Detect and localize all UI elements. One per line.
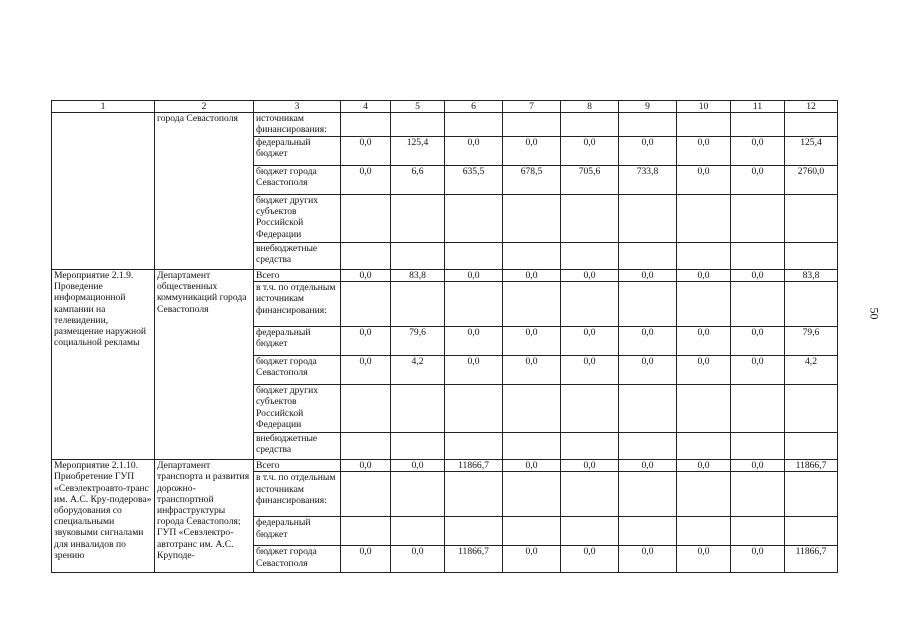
value-cell <box>731 433 785 460</box>
value-cell: 0,0 <box>503 327 561 356</box>
value-cell: 0,0 <box>391 460 445 472</box>
table-row <box>52 113 838 137</box>
value-cell <box>391 195 445 243</box>
value-cell <box>391 243 445 270</box>
value-cell <box>785 433 838 460</box>
value-cell: 11866,7 <box>445 546 503 573</box>
value-cell <box>445 195 503 243</box>
value-cell <box>619 472 677 517</box>
value-cell <box>785 195 838 243</box>
value-cell <box>731 472 785 517</box>
value-cell: 0,0 <box>677 166 731 195</box>
value-cell <box>503 113 561 137</box>
funding-source-cell: федеральный бюджет <box>254 327 341 356</box>
value-cell: 0,0 <box>619 460 677 472</box>
value-cell: 83,8 <box>391 270 445 282</box>
value-cell: 0,0 <box>731 166 785 195</box>
value-cell <box>503 243 561 270</box>
column-header: 5 <box>391 101 445 113</box>
budget-table <box>51 100 838 573</box>
value-cell <box>731 113 785 137</box>
value-cell <box>677 243 731 270</box>
value-cell: 0,0 <box>561 270 619 282</box>
column-header: 2 <box>155 101 254 113</box>
measure-cell: Мероприятие 2.1.10. Приобретение ГУП «Севэлектроавто-транс им. А.С. Кру-подерова» оборудования со специальными звуковыми сигналами для инвалидов по зрению <box>52 460 155 573</box>
value-cell: 0,0 <box>619 546 677 573</box>
value-cell: 11866,7 <box>785 546 838 573</box>
value-cell: 0,0 <box>341 137 391 166</box>
value-cell <box>619 517 677 546</box>
value-cell <box>785 517 838 546</box>
value-cell: 0,0 <box>731 327 785 356</box>
value-cell <box>445 517 503 546</box>
value-cell <box>731 517 785 546</box>
value-cell: 0,0 <box>341 270 391 282</box>
funding-source-cell: федеральный бюджет <box>254 137 341 166</box>
table-row <box>52 270 838 282</box>
value-cell: 0,0 <box>341 327 391 356</box>
value-cell <box>619 433 677 460</box>
value-cell: 0,0 <box>503 546 561 573</box>
value-cell <box>561 113 619 137</box>
value-cell <box>561 433 619 460</box>
value-cell: 2760,0 <box>785 166 838 195</box>
value-cell <box>503 433 561 460</box>
measure-cell <box>52 113 155 270</box>
column-header: 7 <box>503 101 561 113</box>
value-cell: 0,0 <box>561 546 619 573</box>
value-cell <box>619 385 677 433</box>
value-cell: 0,0 <box>731 137 785 166</box>
value-cell: 0,0 <box>677 137 731 166</box>
executor-cell: города Севастополя <box>155 113 254 270</box>
measure-cell: Мероприятие 2.1.9. Проведение информационной кампании на телевидении, размещение наружной социальной рекламы <box>52 270 155 460</box>
funding-source-cell: бюджет других субъектов Российской Федерации <box>254 385 341 433</box>
funding-source-cell: Всего <box>254 270 341 282</box>
value-cell: 0,0 <box>677 460 731 472</box>
value-cell: 0,0 <box>561 137 619 166</box>
value-cell <box>785 472 838 517</box>
value-cell: 0,0 <box>731 460 785 472</box>
funding-source-cell: внебюджетные средства <box>254 243 341 270</box>
funding-source-cell: бюджет города Севастополя <box>254 356 341 385</box>
value-cell <box>391 517 445 546</box>
value-cell <box>445 472 503 517</box>
value-cell: 0,0 <box>677 327 731 356</box>
value-cell: 678,5 <box>503 166 561 195</box>
value-cell <box>677 282 731 327</box>
value-cell <box>445 243 503 270</box>
value-cell: 0,0 <box>561 327 619 356</box>
value-cell: 0,0 <box>677 270 731 282</box>
value-cell <box>785 243 838 270</box>
value-cell: 635,5 <box>445 166 503 195</box>
value-cell <box>677 195 731 243</box>
value-cell <box>677 113 731 137</box>
value-cell <box>503 472 561 517</box>
executor-cell: Департамент общественных коммуникаций города Севастополя <box>155 270 254 460</box>
value-cell: 0,0 <box>341 166 391 195</box>
value-cell: 125,4 <box>785 137 838 166</box>
column-header: 6 <box>445 101 503 113</box>
value-cell: 4,2 <box>391 356 445 385</box>
value-cell <box>341 517 391 546</box>
value-cell <box>561 195 619 243</box>
value-cell <box>785 385 838 433</box>
page-number: 50 <box>867 307 882 320</box>
value-cell: 733,8 <box>619 166 677 195</box>
value-cell: 0,0 <box>619 356 677 385</box>
value-cell <box>619 195 677 243</box>
funding-source-cell: бюджет других субъектов Российской Федерации <box>254 195 341 243</box>
value-cell <box>341 472 391 517</box>
value-cell <box>785 113 838 137</box>
value-cell: 125,4 <box>391 137 445 166</box>
value-cell <box>503 195 561 243</box>
value-cell <box>341 433 391 460</box>
funding-source-cell: в т.ч. по отдельным источникам финансирования: <box>254 282 341 327</box>
value-cell: 0,0 <box>503 270 561 282</box>
value-cell: 0,0 <box>503 356 561 385</box>
value-cell <box>731 243 785 270</box>
value-cell <box>391 385 445 433</box>
value-cell: 0,0 <box>341 460 391 472</box>
value-cell <box>731 385 785 433</box>
header-row <box>52 101 838 113</box>
column-header: 10 <box>677 101 731 113</box>
value-cell <box>561 517 619 546</box>
value-cell: 0,0 <box>731 546 785 573</box>
value-cell <box>785 282 838 327</box>
value-cell <box>677 517 731 546</box>
funding-source-cell: источникам финансирования: <box>254 113 341 137</box>
value-cell: 11866,7 <box>785 460 838 472</box>
value-cell: 0,0 <box>445 356 503 385</box>
value-cell <box>731 195 785 243</box>
value-cell: 0,0 <box>619 270 677 282</box>
column-header: 1 <box>52 101 155 113</box>
value-cell <box>445 282 503 327</box>
value-cell: 0,0 <box>731 270 785 282</box>
column-header: 11 <box>731 101 785 113</box>
value-cell <box>619 282 677 327</box>
value-cell <box>445 113 503 137</box>
value-cell: 83,8 <box>785 270 838 282</box>
value-cell: 79,6 <box>391 327 445 356</box>
value-cell <box>731 282 785 327</box>
value-cell <box>561 243 619 270</box>
value-cell <box>677 385 731 433</box>
column-header: 9 <box>619 101 677 113</box>
funding-source-cell: бюджет города Севастополя <box>254 166 341 195</box>
value-cell: 6,6 <box>391 166 445 195</box>
value-cell: 79,6 <box>785 327 838 356</box>
column-header: 4 <box>341 101 391 113</box>
value-cell: 0,0 <box>341 356 391 385</box>
column-header: 12 <box>785 101 838 113</box>
table-row <box>52 460 838 472</box>
value-cell: 0,0 <box>341 546 391 573</box>
column-header: 8 <box>561 101 619 113</box>
value-cell: 0,0 <box>561 356 619 385</box>
value-cell: 0,0 <box>445 270 503 282</box>
value-cell: 0,0 <box>619 327 677 356</box>
value-cell <box>561 282 619 327</box>
value-cell <box>445 385 503 433</box>
value-cell <box>391 472 445 517</box>
value-cell <box>677 472 731 517</box>
value-cell: 0,0 <box>445 137 503 166</box>
value-cell <box>561 472 619 517</box>
value-cell <box>503 385 561 433</box>
value-cell <box>445 433 503 460</box>
value-cell <box>341 243 391 270</box>
value-cell: 0,0 <box>619 137 677 166</box>
value-cell <box>561 385 619 433</box>
value-cell: 0,0 <box>503 137 561 166</box>
value-cell <box>677 433 731 460</box>
value-cell <box>619 113 677 137</box>
value-cell: 0,0 <box>445 327 503 356</box>
value-cell <box>503 517 561 546</box>
value-cell <box>341 195 391 243</box>
funding-source-cell: внебюджетные средства <box>254 433 341 460</box>
value-cell: 0,0 <box>391 546 445 573</box>
funding-source-cell: бюджет города Севастополя <box>254 546 341 573</box>
value-cell: 4,2 <box>785 356 838 385</box>
executor-cell: Департамент транспорта и развития дорожно-транспортной инфраструктуры города Севастополя; ГУП «Севэлектро-автотранс им. А.С. Круподе- <box>155 460 254 573</box>
value-cell <box>503 282 561 327</box>
value-cell: 0,0 <box>503 460 561 472</box>
funding-source-cell: федеральный бюджет <box>254 517 341 546</box>
value-cell <box>391 282 445 327</box>
value-cell: 0,0 <box>677 546 731 573</box>
value-cell <box>391 113 445 137</box>
funding-source-cell: Всего <box>254 460 341 472</box>
value-cell: 0,0 <box>677 356 731 385</box>
value-cell <box>619 243 677 270</box>
value-cell: 0,0 <box>561 460 619 472</box>
funding-source-cell: в т.ч. по отдельным источникам финансирования: <box>254 472 341 517</box>
column-header: 3 <box>254 101 341 113</box>
value-cell <box>341 385 391 433</box>
value-cell <box>391 433 445 460</box>
value-cell <box>341 113 391 137</box>
value-cell: 0,0 <box>731 356 785 385</box>
value-cell: 11866,7 <box>445 460 503 472</box>
value-cell <box>341 282 391 327</box>
value-cell: 705,6 <box>561 166 619 195</box>
